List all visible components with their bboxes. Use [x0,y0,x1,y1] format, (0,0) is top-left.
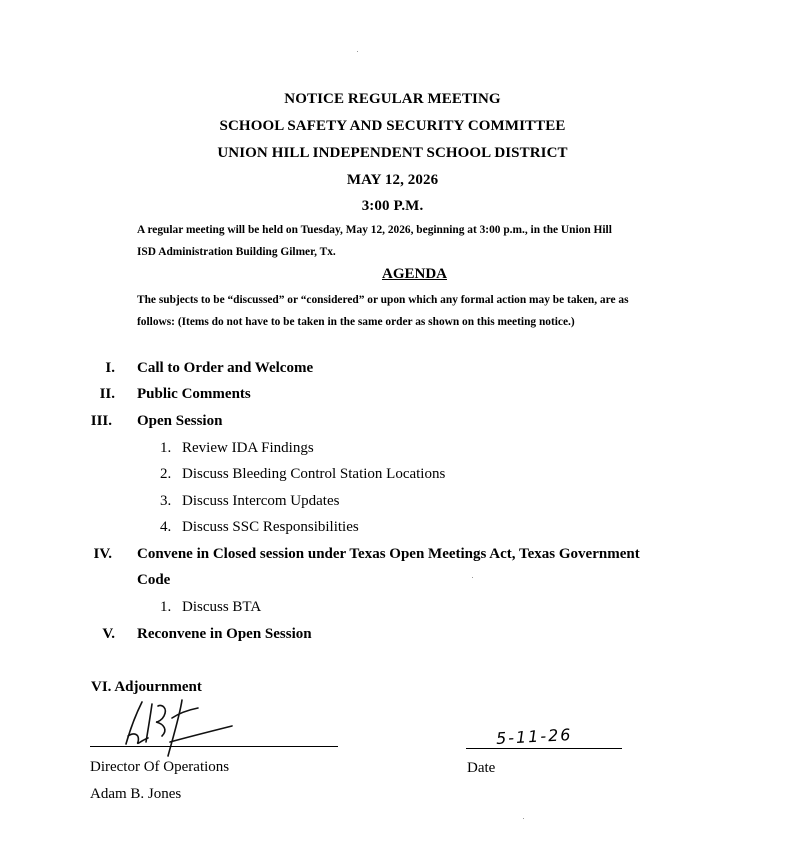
item-numeral: V. [102,626,115,642]
notice-title: NOTICE REGULAR MEETING [284,91,501,107]
sub-item-number: 1. [160,599,172,615]
handwritten-signature [112,696,242,758]
subjects-paragraph [137,289,697,333]
handwritten-date: 5-11-26 [495,725,573,748]
sub-item-text: Discuss Intercom Updates [182,493,340,509]
item-title: Call to Order and Welcome [137,360,314,376]
signer-title: Director Of Operations [90,759,230,775]
committee-name: SCHOOL SAFETY AND SECURITY COMMITTEE [219,118,566,134]
sub-item-number: 2. [160,466,172,482]
agenda-heading: AGENDA [382,266,448,282]
sub-item-text: Discuss SSC Responsibilities [182,519,359,535]
date-label: Date [467,760,496,776]
sub-item-number: 1. [160,440,172,456]
sub-item-number: 4. [160,519,172,535]
sub-item-text: Review IDA Findings [182,440,314,456]
item-title: Public Comments [137,386,251,402]
item-numeral: I. [105,360,115,376]
sub-item-text: Discuss Bleeding Control Station Locations [182,466,446,482]
item-numeral: IV. [93,546,112,562]
scan-speck [523,818,524,819]
signature-line [90,746,338,747]
adjournment-heading: VI. Adjournment [91,679,202,695]
item-title-continued: Code [137,572,171,588]
item-title: Open Session [137,413,223,429]
sub-item [160,599,261,616]
district-name: UNION HILL INDEPENDENT SCHOOL DISTRICT [217,145,568,161]
sub-item [160,466,445,483]
intro-line-2: ISD Administration Building Gilmer, Tx. [137,246,336,258]
meeting-time: 3:00 P.M. [361,198,424,214]
meeting-date: MAY 12, 2026 [346,172,439,188]
scan-speck [357,51,358,52]
item-numeral: II. [99,386,115,402]
sub-item-text: Discuss BTA [182,599,262,615]
item-title: Convene in Closed session under Texas Open Meetings Act, Texas Government [137,546,640,562]
scan-speck [472,577,473,578]
item-numeral: III. [90,413,112,429]
subjects-line-2: follows: (Items do not have to be taken in the same order as shown on this meeting notice.) [137,316,575,328]
sub-item [160,493,339,510]
intro-paragraph [137,219,697,263]
date-line [466,748,622,749]
subjects-line-1: The subjects to be “discussed” or “considered” or upon which any formal action may be taken, are as [137,294,629,306]
item-title: Reconvene in Open Session [137,626,312,642]
signer-name: Adam B. Jones [90,786,182,802]
sub-item-number: 3. [160,493,172,509]
intro-line-1: A regular meeting will be held on Tuesday, May 12, 2026, beginning at 3:00 p.m., in the Union Hill [137,224,612,236]
sub-item [160,440,314,457]
sub-item [160,519,359,536]
